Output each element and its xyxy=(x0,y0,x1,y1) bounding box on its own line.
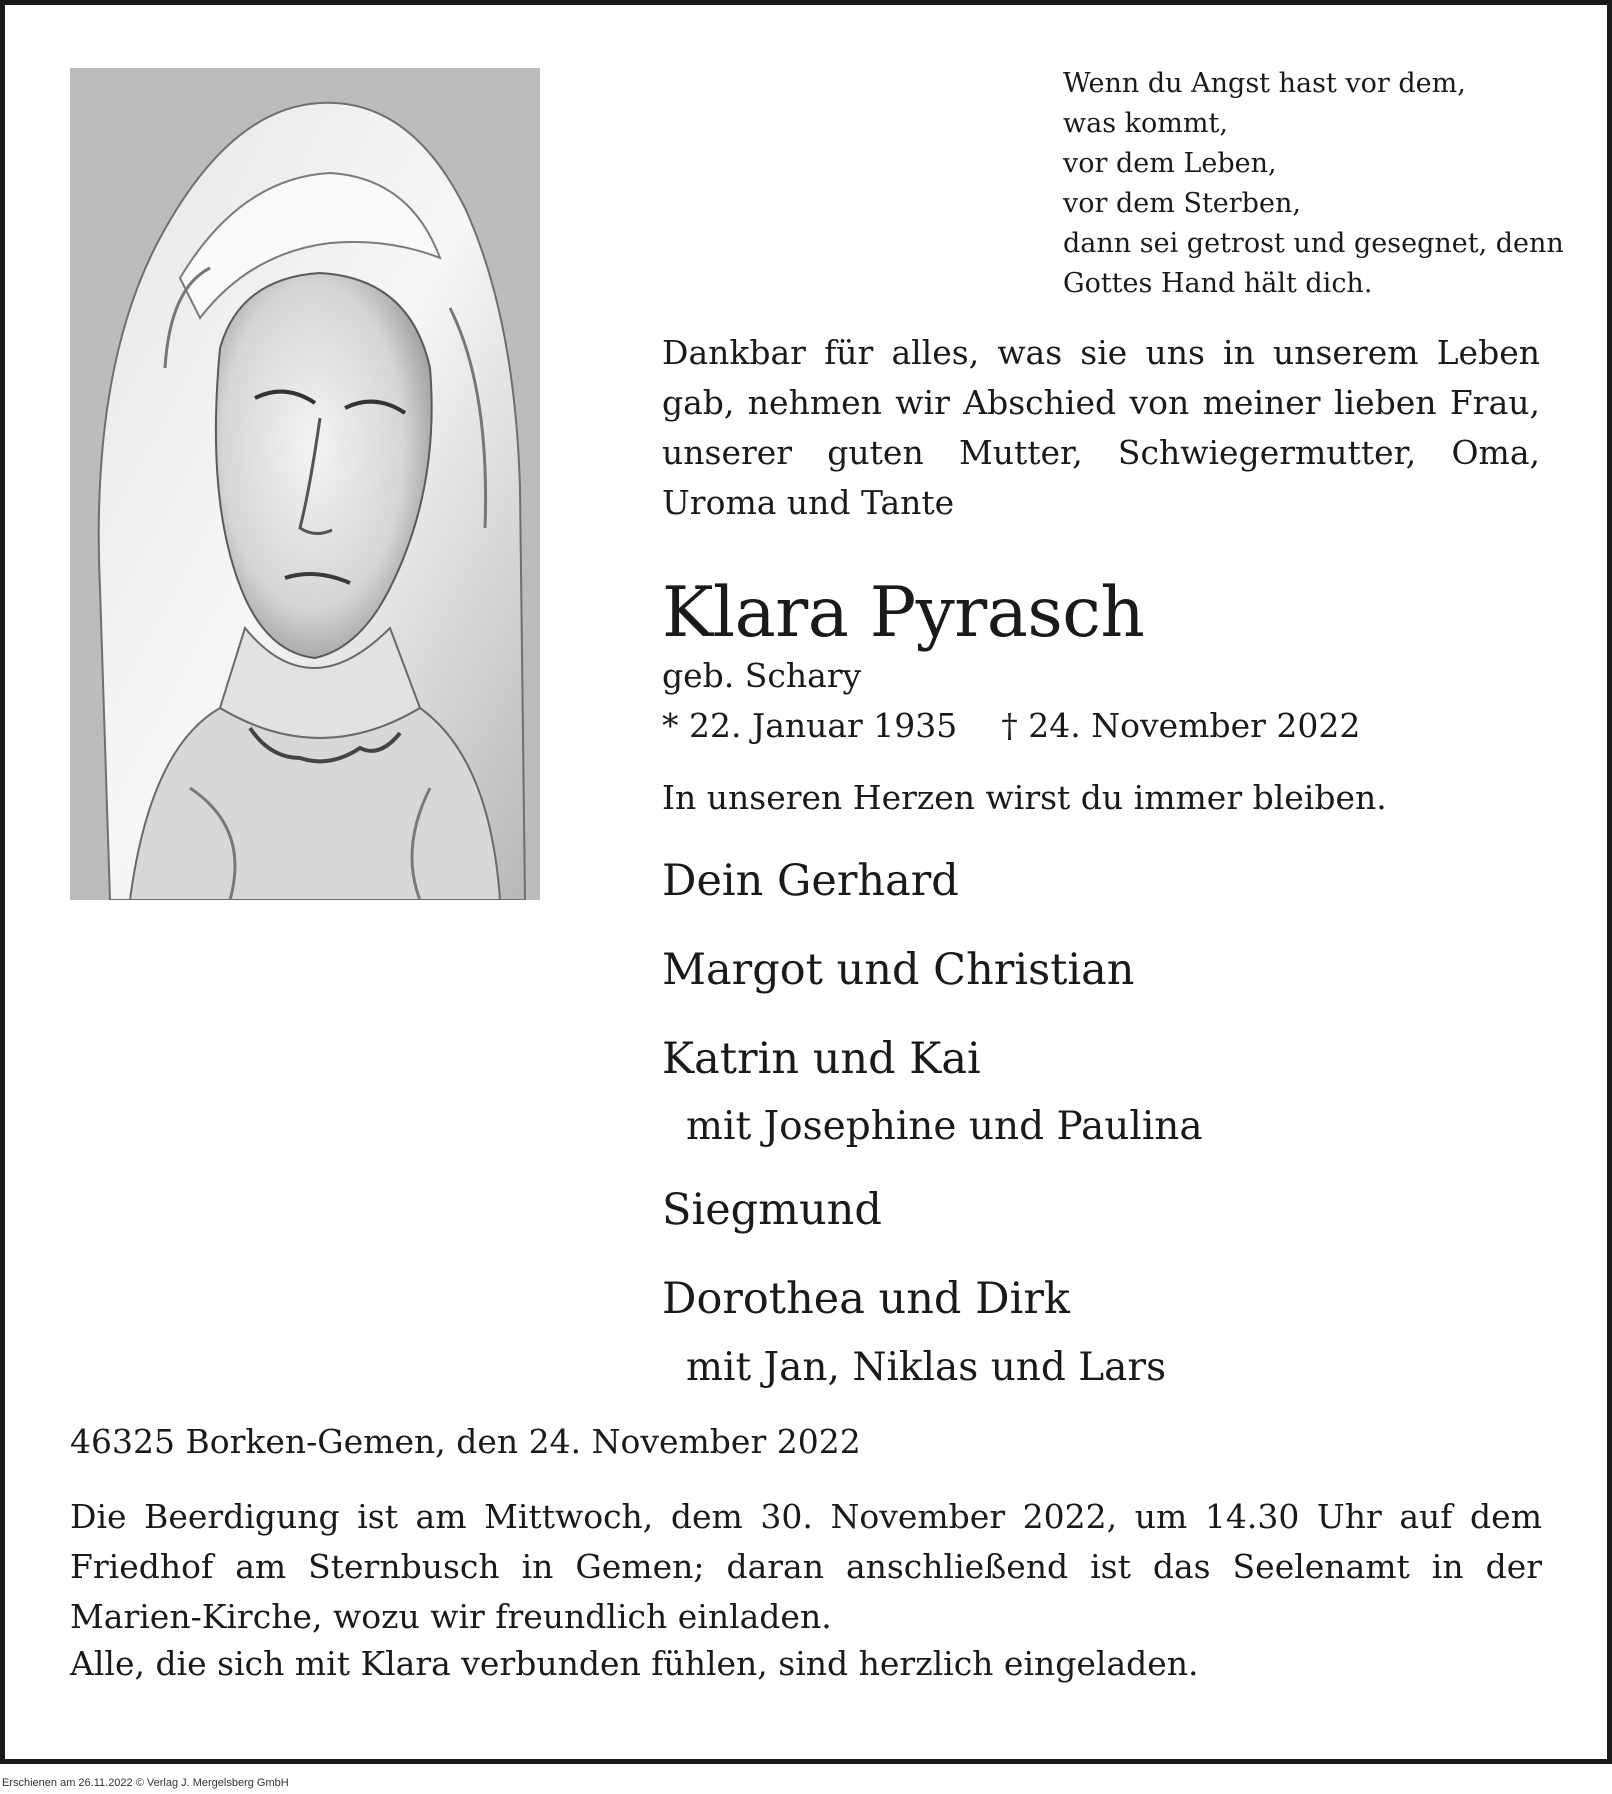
mourner-line: Margot und Christian xyxy=(662,945,1135,995)
poem-line: dann sei getrost und gesegnet, denn xyxy=(1063,228,1564,259)
place-date: 46325 Borken-Gemen, den 24. November 2022 xyxy=(70,1422,861,1461)
intro-text: Dankbar für alles, was sie uns in unserem Leben gab, nehmen wir Abschied von meiner lieben Frau, unserer guten Mutter, Schwiegermutter, Oma, Uroma und Tante xyxy=(662,333,1540,522)
mourner-subline: mit Jan, Niklas und Lars xyxy=(686,1345,1167,1390)
madonna-drawing xyxy=(70,68,540,900)
poem-line: Wenn du Angst hast vor dem, xyxy=(1063,68,1466,99)
poem-line: vor dem Sterben, xyxy=(1063,188,1301,219)
mourner-line: Siegmund xyxy=(662,1185,882,1235)
poem-line: was kommt, xyxy=(1063,108,1228,139)
poem-line: vor dem Leben, xyxy=(1063,148,1277,179)
death-date: † 24. November 2022 xyxy=(1001,706,1361,745)
mourner-line: Katrin und Kai xyxy=(662,1034,981,1084)
motto: In unseren Herzen wirst du immer bleiben. xyxy=(662,778,1387,817)
maiden-name: geb. Schary xyxy=(662,656,862,695)
mourner-subline: mit Josephine und Paulina xyxy=(686,1104,1203,1149)
mourner-line: Dorothea und Dirk xyxy=(662,1274,1070,1324)
mourner-line: Dein Gerhard xyxy=(662,856,959,906)
life-dates xyxy=(662,704,1360,748)
birth-date: * 22. Januar 1935 xyxy=(662,706,958,745)
poem xyxy=(1063,64,1583,304)
funeral-notice: Die Beerdigung ist am Mittwoch, dem 30. November 2022, um 14.30 Uhr auf dem Friedhof am Sternbusch in Gemen; daran anschließend ist das Seelenamt in der Marien-Kirche, wozu wir freundlich einladen. xyxy=(70,1497,1542,1636)
publisher-credit: Erschienen am 26.11.2022 © Verlag J. Mergelsberg GmbH xyxy=(2,1777,289,1789)
poem-line: Gottes Hand hält dich. xyxy=(1063,268,1373,299)
closing-text: Alle, die sich mit Klara verbunden fühlen, sind herzlich eingeladen. xyxy=(70,1644,1199,1683)
madonna-portrait xyxy=(70,68,540,900)
deceased-name: Klara Pyrasch xyxy=(662,573,1145,653)
